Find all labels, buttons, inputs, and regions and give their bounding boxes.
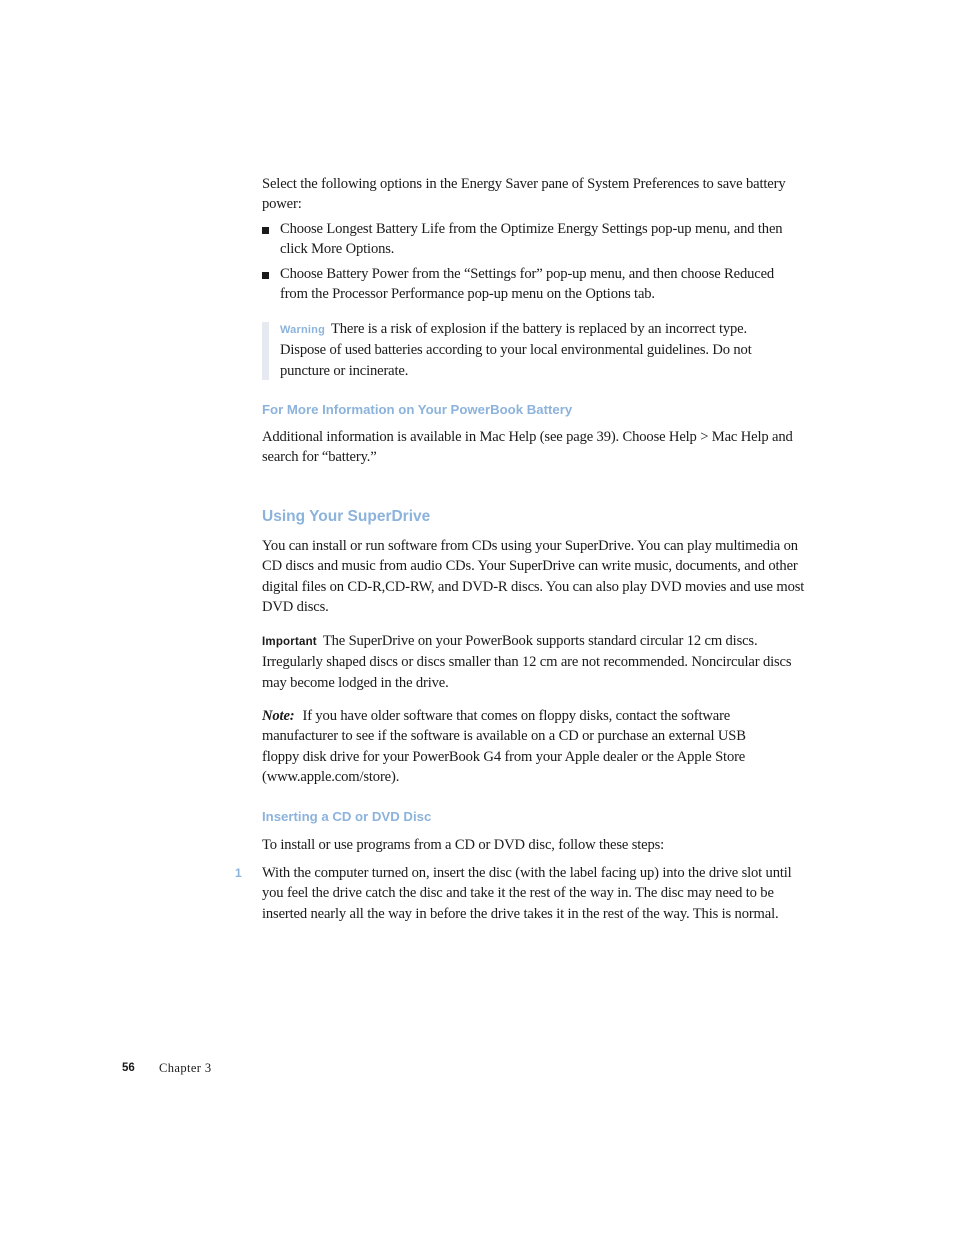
section-heading-more-info: For More Information on Your PowerBook Battery <box>262 402 573 417</box>
bullet-square-icon <box>262 272 269 279</box>
page-number: 56 <box>122 1062 135 1074</box>
step-text: With the computer turned on, insert the disc (with the label facing up) into the drive slot until you feel the drive catch the disc and take it the rest of the way in. The disc may need to be inserted nearly all the way in before the drive takes it in the rest of the way. This is normal. <box>262 865 792 922</box>
note-text: If you have older software that comes on floppy disks, contact the software manufacturer to see if the software is available on a CD or purchase an external USB floppy disk drive for your PowerBook G4 from your Apple dealer or the Apple Store (www.apple.com/store). <box>262 708 746 786</box>
section-heading-inserting: Inserting a CD or DVD Disc <box>262 809 432 824</box>
warning-text: There is a risk of explosion if the battery is replaced by an incorrect type. Dispose of used batteries according to your local environmental guidelines. Do not puncture or incinerate. <box>280 321 752 379</box>
list-item-text: Choose Battery Power from the “Settings for” pop-up menu, and then choose Reduced from the Processor Performance pop-up menu on the Options tab. <box>280 266 775 303</box>
inserting-intro: To install or use programs from a CD or DVD disc, follow these steps: <box>262 837 665 853</box>
more-info-paragraph: Additional information is available in Mac Help (see page 39). Choose Help > Mac Help and search for “battery.” <box>262 429 793 466</box>
important-text: The SuperDrive on your PowerBook supports standard circular 12 cm discs. Irregularly shaped discs or discs smaller than 12 cm are not recommended. Noncircular discs may become lodged in the drive. <box>262 633 792 691</box>
warning-sidebar <box>262 322 269 380</box>
bullet-square-icon <box>262 227 269 234</box>
step-number: 1 <box>235 866 242 880</box>
list-item <box>262 219 802 261</box>
important-label: Important <box>262 636 317 648</box>
chapter-label: Chapter 3 <box>159 1061 212 1075</box>
section-heading-superdrive: Using Your SuperDrive <box>262 508 431 525</box>
list-item <box>262 264 802 306</box>
warning-label: Warning <box>280 324 325 336</box>
warning-callout <box>280 319 780 381</box>
note-label: Note: <box>262 708 295 724</box>
superdrive-paragraph: You can install or run software from CDs using your SuperDrive. You can play multimedia on CD discs and music from audio CDs. Your SuperDrive can write music, documents, and other digital files on CD-R,CD-RW, and DVD-R discs. You can also play DVD movies and use most DVD discs. <box>262 538 805 616</box>
list-item-text: Choose Longest Battery Life from the Optimize Energy Settings pop-up menu, and then click More Options. <box>280 221 783 258</box>
important-callout <box>262 631 807 693</box>
note-callout <box>262 706 762 788</box>
intro-paragraph: Select the following options in the Energy Saver pane of System Preferences to save battery power: <box>262 176 786 213</box>
